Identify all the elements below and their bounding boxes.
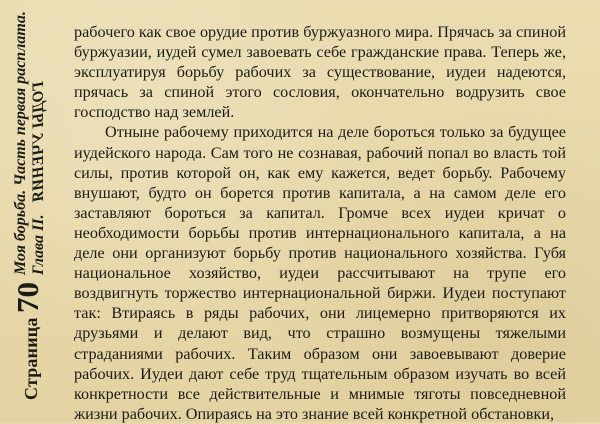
page-text — [74, 22, 566, 423]
side-header-rotated — [0, 0, 58, 422]
chapter-label: Глава II. — [30, 214, 47, 275]
chapter-header — [31, 82, 47, 275]
chapter-title: ГОДЫ УЧЕНИЯ — [30, 81, 47, 203]
book-part-title: Моя борьба. Часть первая расплата. — [12, 11, 29, 275]
paragraph-2: Отныне рабочему приходится на деле бороться только за будущее иудейского народа. Сам того не сознавая, рабочий попал во власть той силы, против которой он, как ему кажется, ведет борьбу. Рабочему внушают, будто он борется против капитала, а на самом деле его заставляют бороться за капитал. Громче всех иудеи кричат о необходимости борьбы против интернационального капитала, а на деле они организуют борьбу против национального хозяйства. Губя национальное хозяйство, иудеи рассчитывают на трупе его воздвигнуть торжество интернациональной биржи. Иудеи поступают так: Втираясь в ряды рабочих, они лицемерно притворяются их друзьями и делают вид, что страшно возмущены тяжелыми страданиями рабочих. Таким образом они завоевывают доверие рабочих. Иудеи дают себе труд тщательным образом изучать во всей конкретности все действительные и мнимые тяготы повседневной жизни рабочих. Опираясь на это знание всей конкретной обстановки, — [74, 123, 566, 423]
paragraph-1: рабочего как свое орудие против буржуазного мира. Прячась за спиной буржуазии, иудей сумел завоевать себе гражданские права. Теперь же, эксплуатируя борьбу рабочих за существование, иудеи надеются, прячась за спиной этого сословия, окончательно водрузить свое господство над землей. — [74, 23, 566, 122]
page-number: 70 — [10, 282, 45, 313]
side-header-inner — [8, 11, 54, 400]
side-header — [0, 0, 58, 422]
page-label: Страница — [21, 317, 41, 400]
